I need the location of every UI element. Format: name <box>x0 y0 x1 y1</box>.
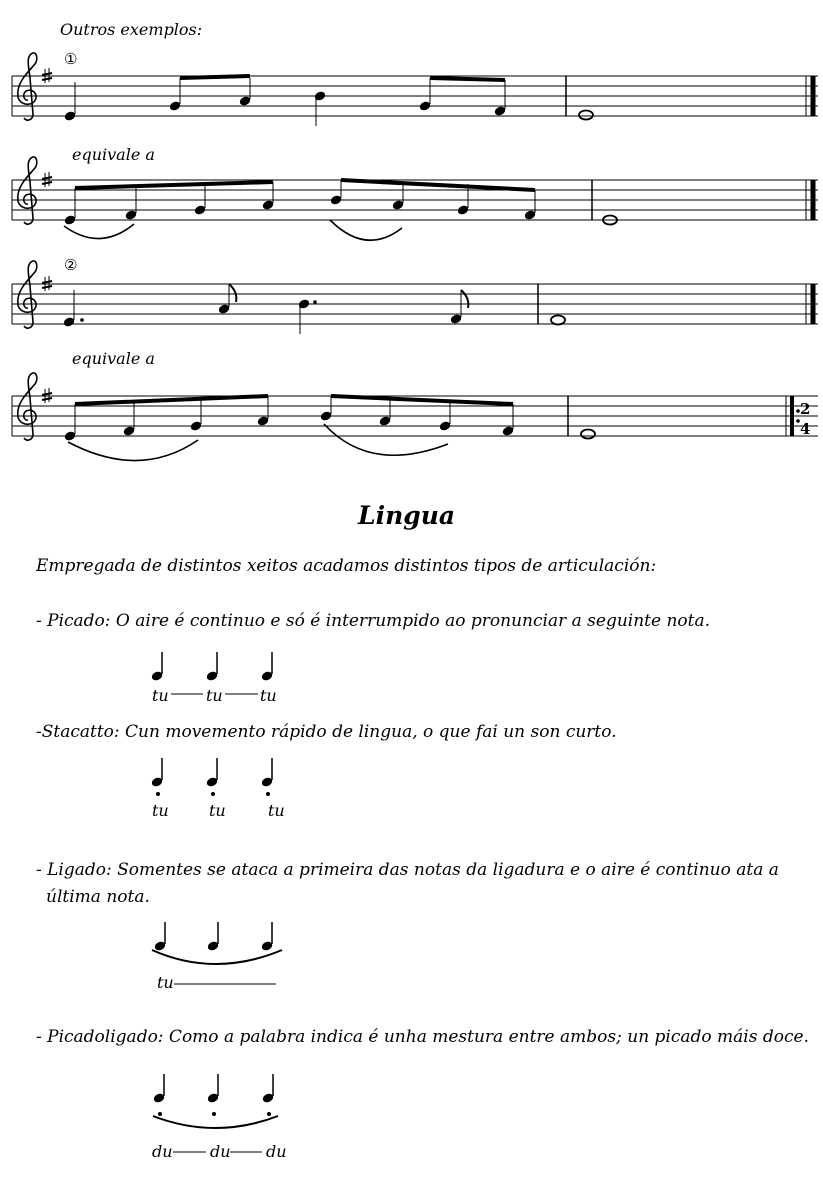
time-signature-top: 2 <box>800 400 811 418</box>
picadoligado-notes <box>152 1074 278 1152</box>
staff-3 <box>12 256 818 334</box>
stacatto-notes <box>150 758 273 796</box>
stacatto-syllable-3: tu <box>268 801 285 820</box>
intro-text: Outros exemplos: <box>60 20 203 39</box>
section-title: Lingua <box>358 501 456 530</box>
equivalent-label-1: equivale a <box>72 145 155 164</box>
ligado-description-line2: última nota. <box>46 887 150 907</box>
picadoligado-syllable-1: du <box>152 1142 173 1161</box>
picadoligado-syllable-3: du <box>266 1142 287 1161</box>
example-number-2: ② <box>64 256 78 274</box>
equivalent-label-2: equivale a <box>72 349 155 368</box>
ligado-description-line1: - Ligado: Somentes se ataca a primeira das notas da ligadura e o aire é continuo ata a <box>36 860 779 880</box>
picado-syllable-1: tu <box>152 686 169 705</box>
staff-4 <box>12 373 818 461</box>
ligado-syllable-1: tu <box>157 973 174 992</box>
stacatto-syllable-1: tu <box>152 801 169 820</box>
stacatto-description: -Stacatto: Cun movemento rápido de lingua, o que fai un son curto. <box>36 722 617 742</box>
time-signature-bottom: 4 <box>800 420 811 438</box>
picado-syllable-3: tu <box>260 686 277 705</box>
picadoligado-description: - Picadoligado: Como a palabra indica é unha mestura entre ambos; un picado máis doce. <box>36 1027 809 1047</box>
stacatto-syllable-2: tu <box>209 801 226 820</box>
picadoligado-syllable-2: du <box>210 1142 231 1161</box>
ligado-notes <box>152 922 282 984</box>
picado-description: - Picado: O aire é continuo e só é interrumpido ao pronunciar a seguinte nota. <box>36 611 711 631</box>
picado-notes <box>150 652 273 694</box>
picado-syllable-2: tu <box>206 686 223 705</box>
section-intro: Empregada de distintos xeitos acadamos distintos tipos de articulación: <box>36 556 657 576</box>
example-number-1: ① <box>64 50 78 68</box>
staff-1 <box>12 50 818 126</box>
staff-2 <box>12 157 818 240</box>
